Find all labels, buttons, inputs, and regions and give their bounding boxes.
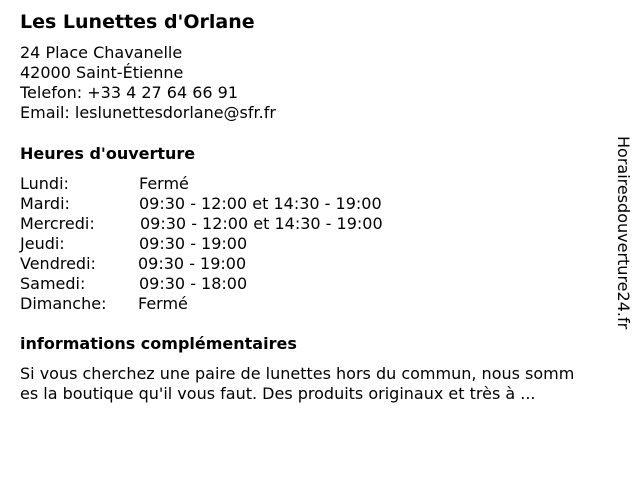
hours-day: Dimanche: <box>20 294 107 313</box>
hours-day: Jeudi: <box>20 234 65 253</box>
watermark-text: Horairesdouverture24.fr <box>614 136 633 330</box>
opening-hours-heading: Heures d'ouverture <box>20 144 196 163</box>
hours-day: Mardi: <box>20 194 70 213</box>
store-contact <box>20 43 276 123</box>
phone-line: Telefon: +33 4 27 64 66 91 <box>20 83 239 102</box>
hours-time: 09:30 - 19:00 <box>138 254 247 273</box>
address-line-street: 24 Place Chavanelle <box>20 43 183 62</box>
hours-time: 09:30 - 12:00 et 14:30 - 19:00 <box>139 194 382 213</box>
hours-time: Fermé <box>139 174 189 193</box>
hours-time: 09:30 - 19:00 <box>139 234 248 253</box>
site-watermark <box>612 136 634 344</box>
hours-time: 09:30 - 12:00 et 14:30 - 19:00 <box>140 214 383 233</box>
store-description <box>20 364 620 404</box>
hours-day: Vendredi: <box>20 254 96 273</box>
description-line: es la boutique qu'il vous faut. Des produits originaux et très à ... <box>20 384 536 403</box>
additional-info-heading: informations complémentaires <box>20 334 297 353</box>
hours-day: Mercredi: <box>20 214 95 233</box>
hours-time: Fermé <box>138 294 188 313</box>
hours-time: 09:30 - 18:00 <box>139 274 248 293</box>
address-line-city: 42000 Saint-Étienne <box>20 63 184 82</box>
hours-day: Samedi: <box>20 274 86 293</box>
email-line: Email: leslunettesdorlane@sfr.fr <box>20 103 276 122</box>
hours-day: Lundi: <box>20 174 69 193</box>
description-line: Si vous cherchez une paire de lunettes hors du commun, nous somm <box>20 364 575 383</box>
store-name: Les Lunettes d'Orlane <box>20 11 255 33</box>
